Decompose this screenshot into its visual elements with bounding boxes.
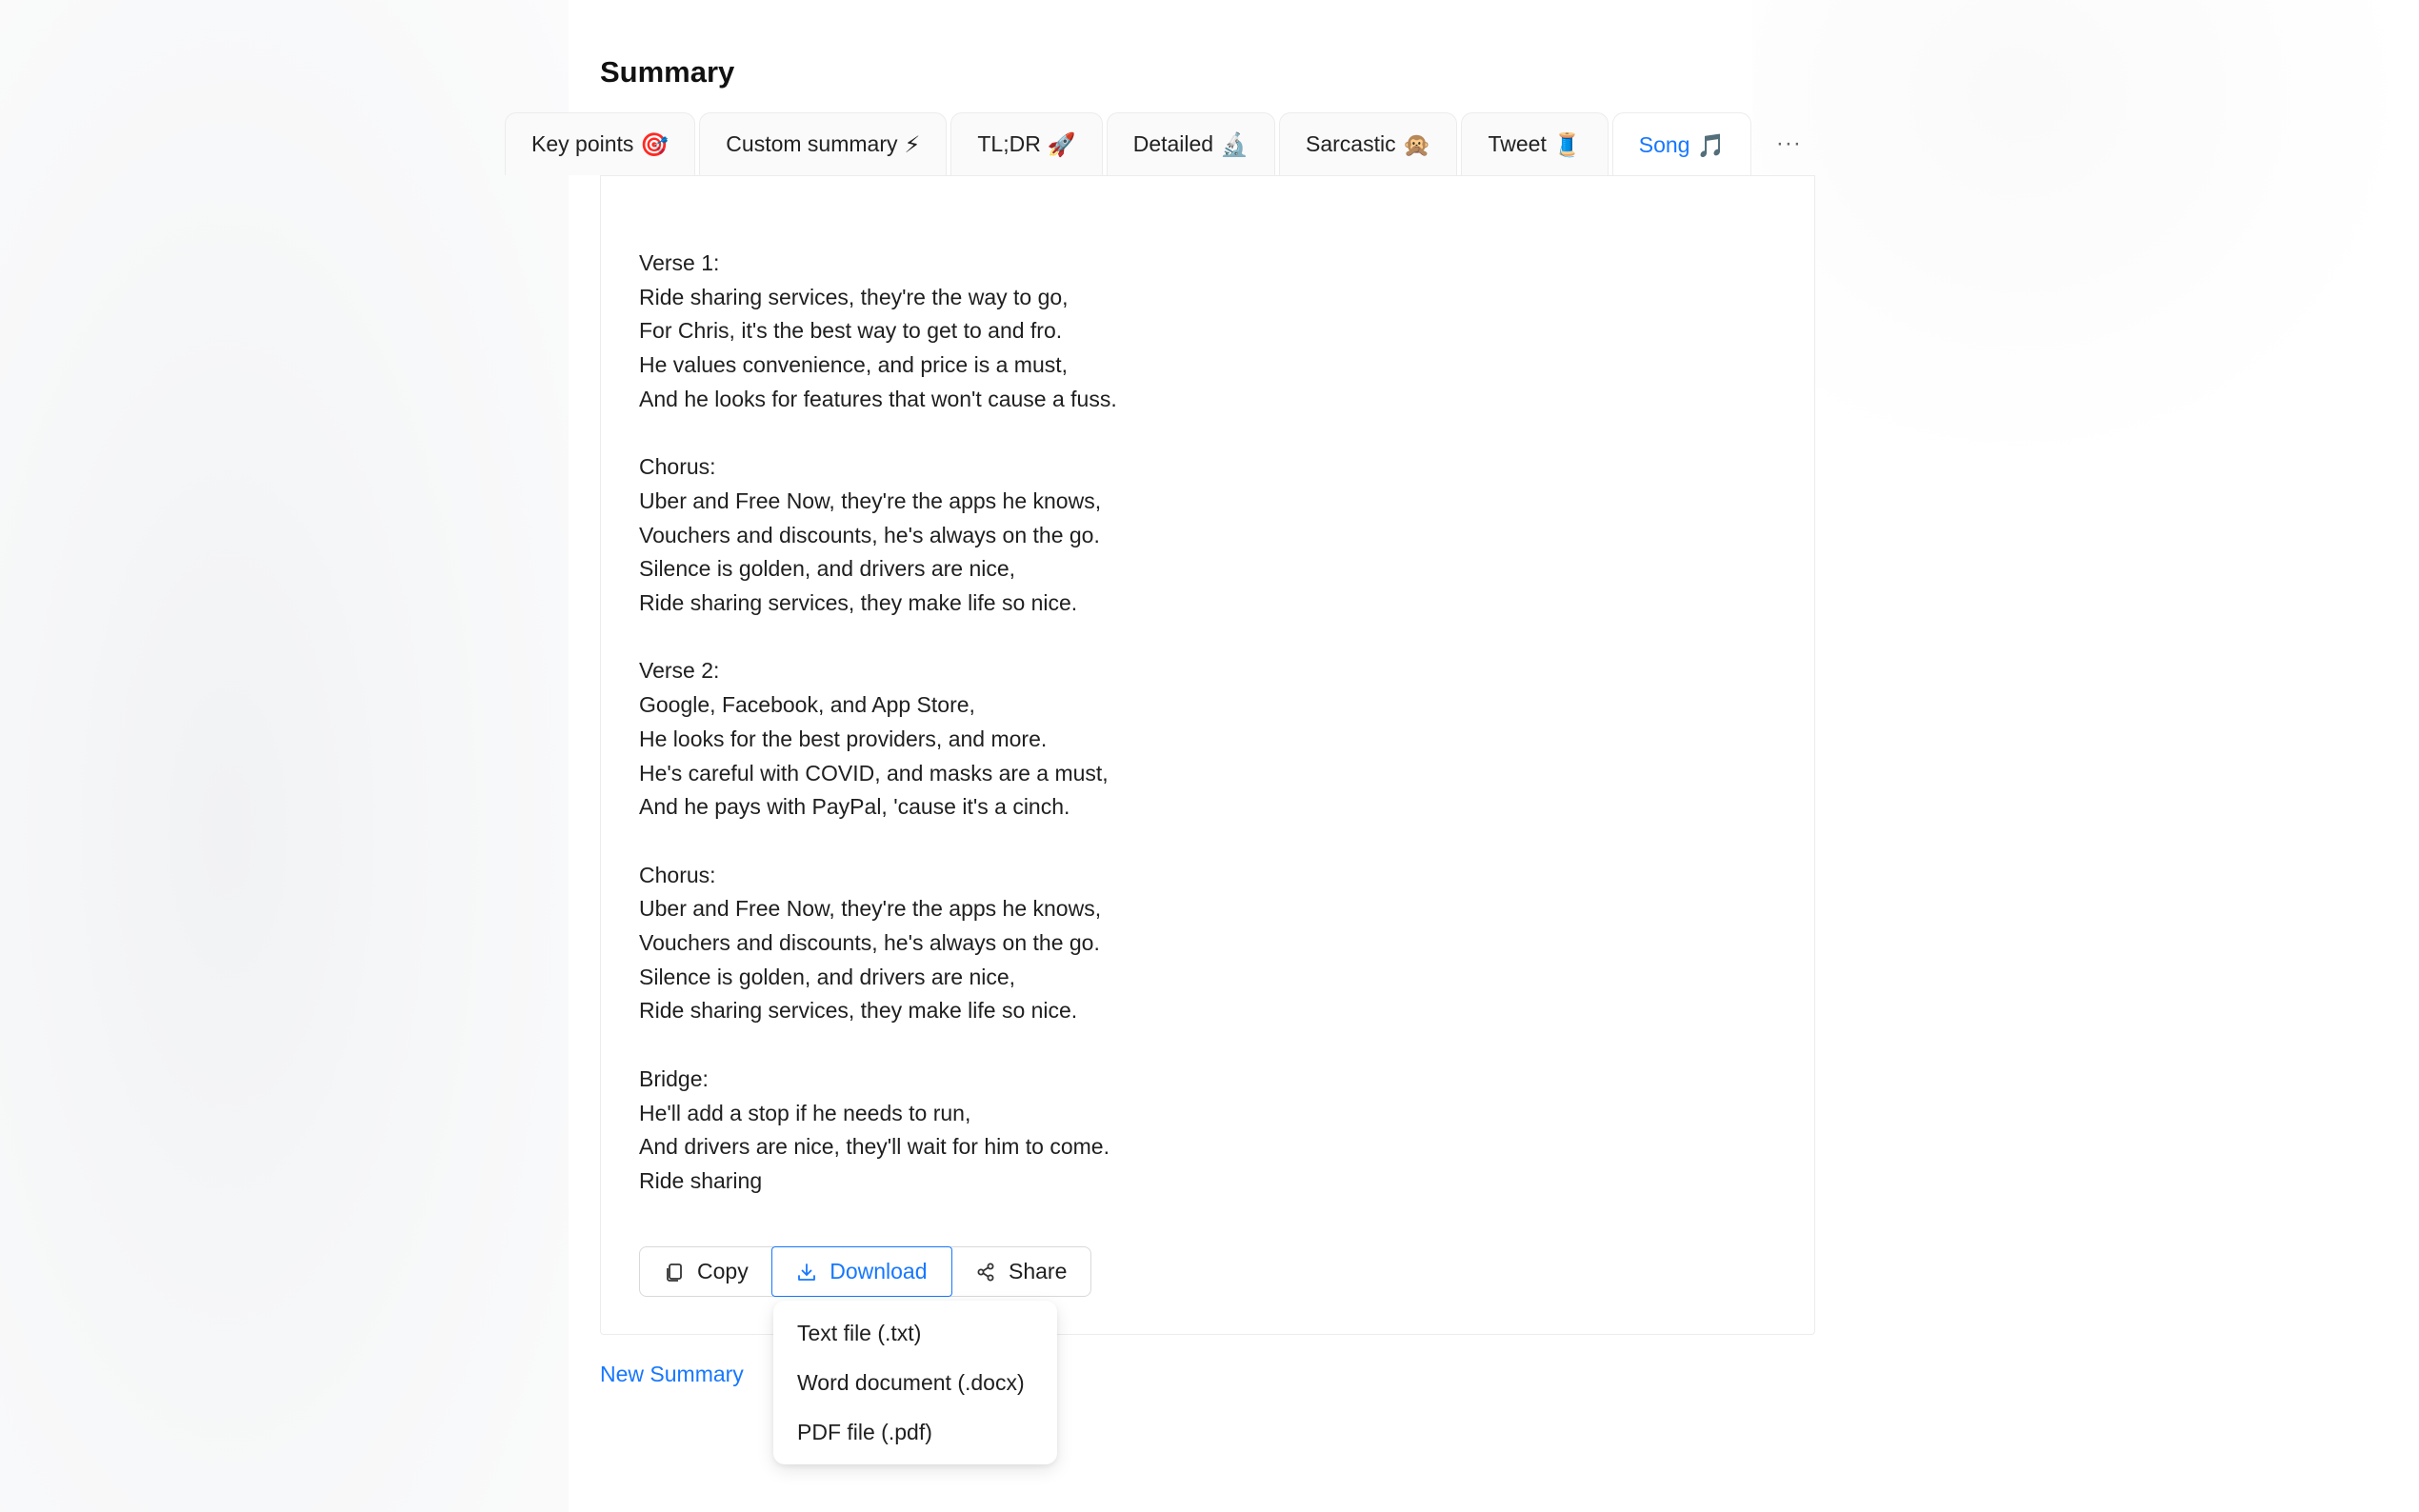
tab-emoji-icon: 🙊	[1402, 130, 1431, 158]
download-button[interactable]	[771, 1246, 951, 1297]
tab-label: Custom summary	[726, 131, 898, 156]
download-pdf-option[interactable]: PDF file (.pdf)	[797, 1419, 932, 1444]
left-background-panel	[0, 0, 569, 1512]
song-summary-card	[600, 175, 1815, 1335]
tab-emoji-icon: 🎵	[1696, 131, 1726, 159]
song-line	[639, 1028, 1117, 1063]
song-line: Ride sharing services, they make life so nice.	[639, 998, 1078, 1024]
action-buttons	[639, 1246, 1091, 1297]
tab-detailed[interactable]	[1107, 112, 1275, 175]
song-line	[639, 417, 1117, 451]
song-line: Ride sharing services, they're the way to go,	[639, 284, 1069, 309]
tab-label: Tweet	[1488, 131, 1547, 156]
share-button-label: Share	[1009, 1259, 1068, 1283]
new-summary-link[interactable]: New Summary	[600, 1362, 744, 1386]
song-line	[639, 825, 1117, 859]
song-line: Silence is golden, and drivers are nice,	[639, 964, 1016, 989]
tab-emoji-icon: 🧵	[1552, 130, 1582, 158]
tab-label: Key points	[531, 131, 634, 156]
tab-sarcastic[interactable]	[1279, 112, 1457, 175]
song-line: He's careful with COVID, and masks are a must,	[639, 760, 1109, 786]
tab-label: Detailed	[1132, 131, 1214, 156]
tab-song[interactable]	[1612, 112, 1752, 177]
song-line: And drivers are nice, they'll wait for him to come.	[639, 1134, 1110, 1160]
tab-emoji-icon: 🔬	[1220, 130, 1249, 158]
song-line: Google, Facebook, and App Store,	[639, 692, 975, 718]
tab-label: Sarcastic	[1305, 131, 1396, 156]
share-icon	[975, 1262, 996, 1283]
right-background-glow	[1752, 0, 2419, 476]
song-line: And he looks for features that won't cause a fuss.	[639, 386, 1117, 411]
song-line: Uber and Free Now, they're the apps he knows,	[639, 896, 1102, 922]
tabs-more-button[interactable]: ···	[1775, 130, 1802, 156]
copy-button-label: Copy	[697, 1259, 749, 1283]
tab-emoji-icon: 🚀	[1047, 130, 1076, 158]
song-line: For Chris, it's the best way to get to and fro.	[639, 318, 1063, 344]
summary-main	[531, 0, 1819, 1512]
download-dropdown-menu	[773, 1301, 1057, 1464]
song-line: Bridge:	[639, 1065, 709, 1091]
tabs-row	[505, 112, 1822, 177]
download-icon	[796, 1262, 817, 1283]
download-docx-option[interactable]: Word document (.docx)	[797, 1369, 1025, 1395]
tab-label: Song	[1638, 132, 1690, 157]
song-line: He values convenience, and price is a must,	[639, 352, 1069, 378]
song-line: Chorus:	[639, 454, 716, 480]
song-line: He looks for the best providers, and more.	[639, 726, 1048, 751]
copy-button[interactable]	[639, 1246, 773, 1297]
song-line: He'll add a stop if he needs to run,	[639, 1100, 971, 1125]
song-line: Verse 1:	[639, 250, 720, 275]
tab-emoji-icon: ⚡	[904, 130, 921, 158]
tab-tweet[interactable]	[1461, 112, 1608, 175]
copy-icon	[664, 1262, 685, 1283]
song-line: Ride sharing services, they make life so nice.	[639, 590, 1078, 616]
song-line: Verse 2:	[639, 658, 720, 684]
song-line: Vouchers and discounts, he's always on the go.	[639, 522, 1100, 547]
song-line	[639, 621, 1117, 655]
song-line: Silence is golden, and drivers are nice,	[639, 556, 1016, 582]
song-line: Uber and Free Now, they're the apps he knows,	[639, 487, 1102, 513]
tab-key-points[interactable]	[505, 112, 695, 175]
download-txt-option[interactable]: Text file (.txt)	[797, 1320, 922, 1345]
song-line: And he pays with PayPal, 'cause it's a cinch.	[639, 794, 1070, 820]
tab-emoji-icon: 🎯	[640, 130, 670, 158]
summary-tabs	[531, 112, 1809, 177]
share-button[interactable]	[950, 1246, 1091, 1297]
tab-tl-dr[interactable]	[950, 112, 1102, 175]
page-title: Summary	[600, 55, 735, 89]
song-line: Ride sharing	[639, 1167, 763, 1193]
song-line: Vouchers and discounts, he's always on the go.	[639, 930, 1100, 956]
song-line: Chorus:	[639, 862, 716, 887]
tab-label: TL;DR	[977, 131, 1041, 156]
tab-custom-summary[interactable]	[699, 112, 947, 175]
download-button-label: Download	[830, 1259, 928, 1283]
song-lyrics	[639, 247, 1117, 1199]
